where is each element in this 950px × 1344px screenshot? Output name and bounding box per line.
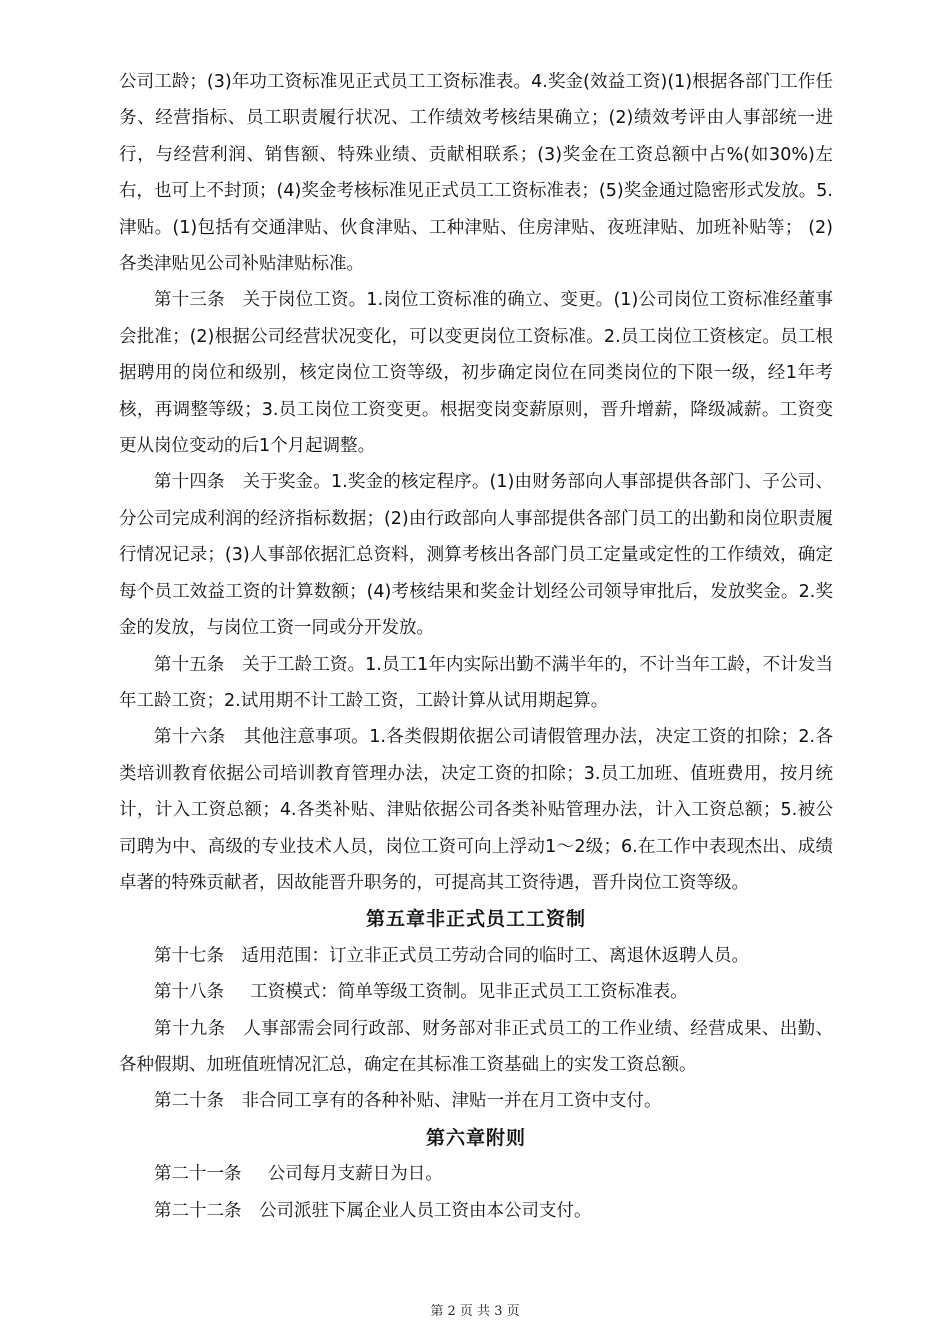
article-21 [119,1156,833,1192]
paragraph-continuation: 公司工龄；(3)年功工资标准见正式员工工资标准表。4.奖金(效益工资)(1)根据各部门工作任务、经营指标、员工职责履行状况、工作绩效考核结果确立；(2)绩效考评由人事部统一进行，与经营利润、销售额、特殊业绩、贡献相联系；(3)奖金在工资总额中占%(如30%)左右，也可上不封顶；(4)奖金考核标准见正式员工工资标准表；(5)奖金通过隐密形式发放。5.津贴。(1)包括有交通津贴、伙食津贴、工种津贴、住房津贴、夜班津贴、加班补贴等； (2) 各类津贴见公司补贴津贴标准。 [119,72,833,275]
article-17 [119,938,833,974]
article-16-body: 其他注意事项。1.各类假期依据公司请假管理办法，决定工资的扣除；2.各类培训教育依据公司培训教育管理办法，决定工资的扣除；3.员工加班、值班费用，按月统计，计入工资总额；4.各类补贴、津贴依据公司各类补贴管理办法，计入工资总额；5.被公司聘为中、高级的专业技术人员，岗位工资可向上浮动1～2级；6.在工作中表现杰出、成绩卓著的特殊贡献者，因故能晋升职务的，可提高其工资待遇，晋升岗位工资等级。 [119,727,833,893]
article-15-title: 第十五条 [154,654,225,675]
article-18-title: 第十八条 [154,982,224,1003]
article-16-title: 第十六条 [154,727,226,748]
article-21-title: 第二十一条 [154,1164,242,1185]
article-22 [119,1193,833,1229]
article-15 [119,647,833,720]
article-17-title: 第十七条 [154,945,224,966]
article-13 [119,282,833,464]
article-14-body: 关于奖金。1.奖金的核定程序。(1)由财务部向人事部提供各部门、子公司、分公司完成利润的经济指标数据；(2)由行政部向人事部提供各部门员工的出勤和岗位职责履行情况记录；(3)人事部依据汇总资料，测算考核出各部门员工定量或定性的工作绩效，确定每个员工效益工资的计算数额；(4)考核结果和奖金计划经公司领导审批后，发放奖金。2.奖金的发放，与岗位工资一同或分开发放。 [119,472,833,639]
article-19 [119,1011,833,1084]
article-20-title: 第二十条 [154,1091,224,1112]
article-14 [119,464,833,646]
article-22-title: 第二十二条 [154,1200,242,1221]
article-20 [119,1083,833,1119]
article-18-body: 工资模式：简单等级工资制。见非正式员工工资标准表。 [250,982,688,1003]
chapter-5-heading: 第五章非正式员工工资制 [365,908,586,931]
article-15-body: 关于工龄工资。1.员工1年内实际出勤不满半年的，不计当年工龄，不计发当年工龄工资；2.试用期不计工龄工资，工龄计算从试用期起算。 [119,654,833,711]
article-17-body: 适用范围：订立非正式员工劳动合同的临时工、离退休返聘人员。 [241,945,749,966]
article-13-body: 关于岗位工资。1.岗位工资标准的确立、变更。(1)公司岗位工资标准经董事会批准；(2)根据公司经营状况变化，可以变更岗位工资标准。2.员工岗位工资核定。员工根据聘用的岗位和级别，核定岗位工资等级，初步确定岗位在同类岗位的下限一级，经1年考核，再调整等级；3.员工岗位工资变更。根据变岗变薪原则，晋升增薪，降级减薪。工资变更从岗位变动的后1个月起调整。 [119,290,833,457]
article-22-body: 公司派驻下属企业人员工资由本公司支付。 [259,1200,592,1221]
article-16 [119,719,833,901]
article-14-title: 第十四条 [154,472,225,493]
article-19-title: 第十九条 [154,1018,226,1039]
document-page [119,64,833,1229]
article-20-body: 非合同工享有的各种补贴、津贴一并在月工资中支付。 [241,1091,662,1112]
article-18 [119,974,833,1010]
article-13-title: 第十三条 [154,290,225,311]
chapter-6-heading: 第六章附则 [425,1126,526,1149]
article-21-body: 公司每月支薪日为日。 [267,1164,443,1185]
page-footer: 第 2 页 共 3 页 [430,1304,520,1319]
article-19-body: 人事部需会同行政部、财务部对非正式员工的工作业绩、经营成果、出勤、各种假期、加班值班情况汇总，确定在其标准工资基础上的实发工资总额。 [119,1018,833,1075]
